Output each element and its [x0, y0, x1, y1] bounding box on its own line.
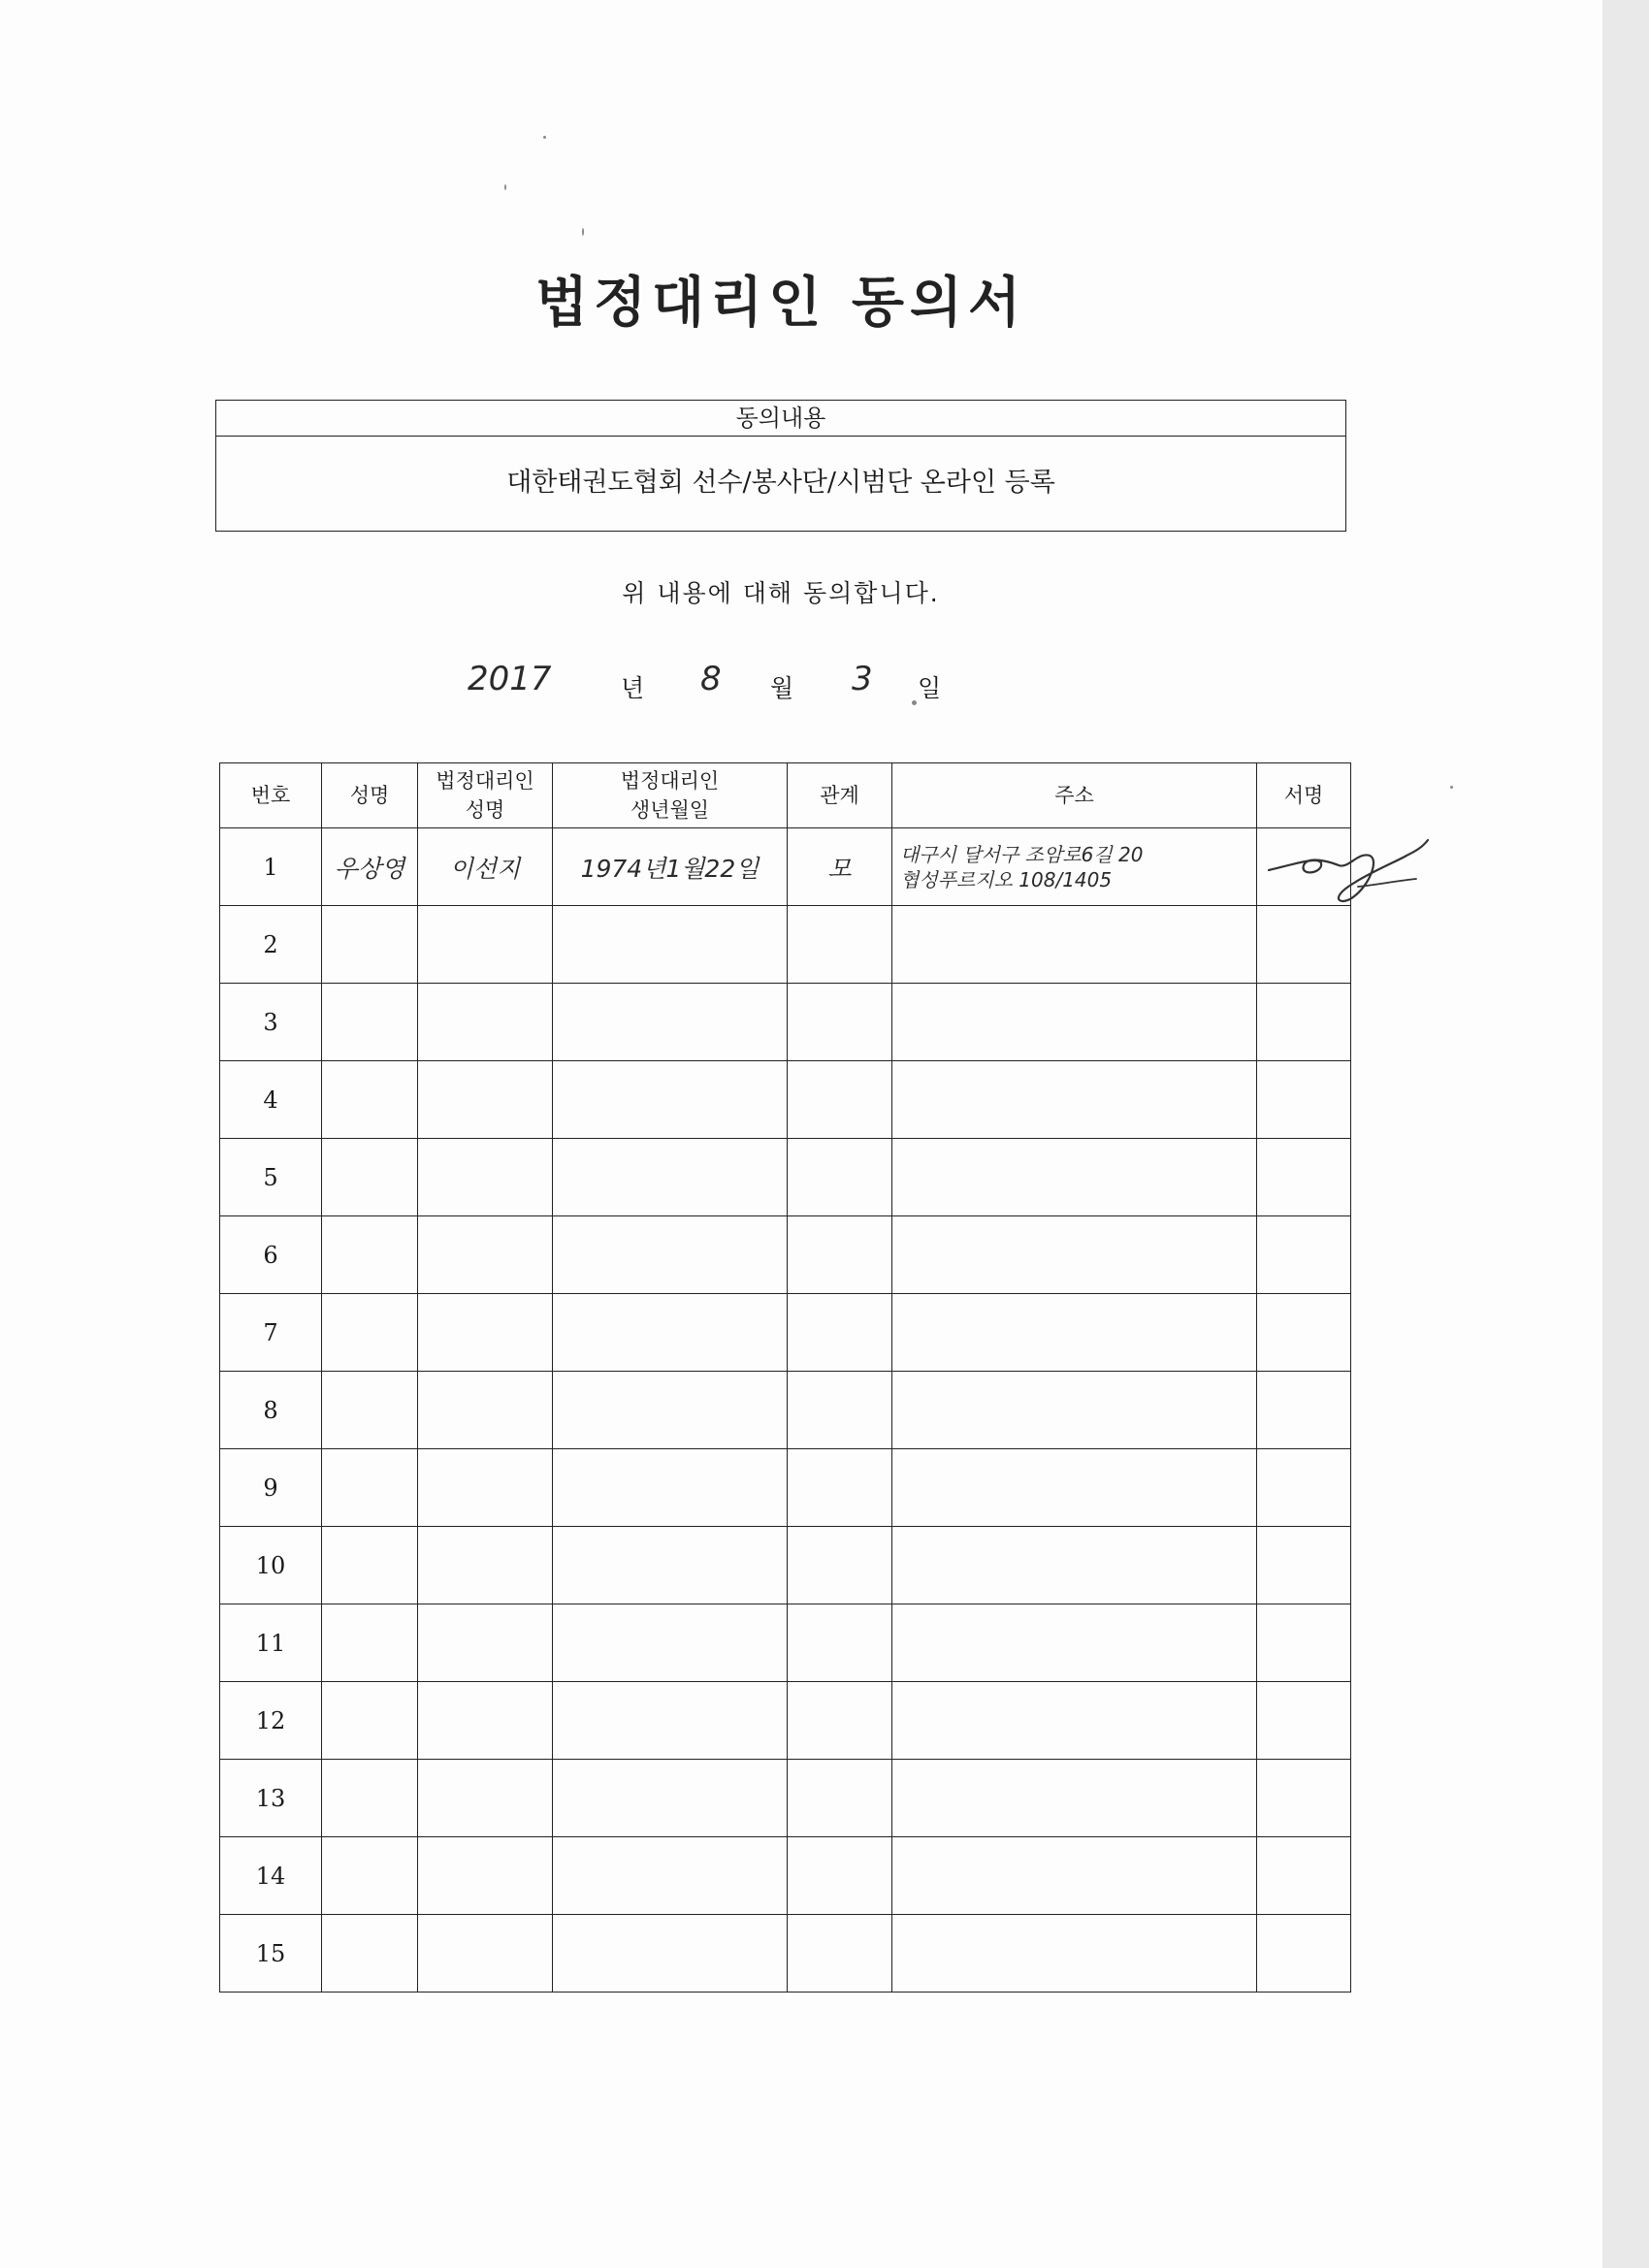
cell-empty	[553, 1449, 788, 1527]
cell-empty	[1257, 1139, 1351, 1216]
cell-empty	[418, 1682, 553, 1760]
cell-empty	[418, 1372, 553, 1449]
date-line	[0, 660, 1562, 708]
cell-empty	[418, 1216, 553, 1294]
cell-empty	[553, 1837, 788, 1915]
cell-empty	[553, 1061, 788, 1139]
cell-no: 3	[220, 984, 322, 1061]
cell-empty	[892, 1449, 1257, 1527]
registration-table	[219, 762, 1351, 1993]
cell-empty	[322, 1449, 418, 1527]
cell-empty	[1257, 1682, 1351, 1760]
cell-empty	[1257, 1061, 1351, 1139]
scan-speck	[543, 136, 546, 139]
table-row	[220, 984, 1351, 1061]
table-row	[220, 1604, 1351, 1682]
cell-empty	[1257, 1837, 1351, 1915]
header-relation: 관계	[788, 763, 892, 828]
handwritten-signature	[1261, 826, 1436, 914]
table-row	[220, 1372, 1351, 1449]
cell-empty	[553, 1682, 788, 1760]
table-row	[220, 1061, 1351, 1139]
cell-empty	[418, 1604, 553, 1682]
cell-empty	[322, 1527, 418, 1604]
cell-empty	[788, 1837, 892, 1915]
cell-empty	[553, 1604, 788, 1682]
cell-no: 9	[220, 1449, 322, 1527]
cell-no: 11	[220, 1604, 322, 1682]
cell-no: 15	[220, 1915, 322, 1993]
cell-empty	[553, 1527, 788, 1604]
cell-empty	[1257, 1372, 1351, 1449]
cell-empty	[418, 1061, 553, 1139]
cell-empty	[892, 1061, 1257, 1139]
header-address: 주소	[892, 763, 1257, 828]
header-no: 번호	[220, 763, 322, 828]
table-row	[220, 1294, 1351, 1372]
table-row	[220, 1837, 1351, 1915]
table-row	[220, 1139, 1351, 1216]
cell-empty	[892, 1139, 1257, 1216]
cell-empty	[322, 984, 418, 1061]
cell-no: 1	[220, 828, 322, 906]
scan-speck	[1450, 786, 1453, 789]
cell-empty	[553, 1294, 788, 1372]
cell-guardian-birth: 1974년1월22일	[553, 828, 788, 906]
cell-empty	[1257, 1604, 1351, 1682]
cell-empty	[553, 1216, 788, 1294]
address-line-1: 대구시 달서구 조암로6길 20	[900, 842, 1144, 866]
cell-empty	[322, 1604, 418, 1682]
cell-no: 7	[220, 1294, 322, 1372]
cell-empty	[322, 1216, 418, 1294]
table-row	[220, 828, 1351, 906]
cell-empty	[553, 1915, 788, 1993]
table-row	[220, 1760, 1351, 1837]
scan-speck	[504, 184, 506, 190]
date-year: 2017	[468, 660, 552, 698]
cell-empty	[1257, 906, 1351, 984]
cell-empty	[892, 1682, 1257, 1760]
cell-empty	[418, 1294, 553, 1372]
cell-empty	[1257, 1294, 1351, 1372]
cell-empty	[788, 1760, 892, 1837]
cell-name: 우상영	[322, 828, 418, 906]
date-day-label: 일	[918, 674, 942, 702]
cell-empty	[788, 1449, 892, 1527]
cell-empty	[1257, 1449, 1351, 1527]
cell-empty	[553, 984, 788, 1061]
cell-empty	[1257, 984, 1351, 1061]
page-edge	[1602, 0, 1649, 2268]
cell-empty	[418, 1837, 553, 1915]
cell-empty	[788, 1061, 892, 1139]
cell-empty	[788, 906, 892, 984]
address-line-2: 협성푸르지오 108/1405	[900, 867, 1113, 891]
cell-empty	[788, 1527, 892, 1604]
cell-empty	[1257, 1216, 1351, 1294]
cell-guardian-name: 이선지	[418, 828, 553, 906]
cell-no: 5	[220, 1139, 322, 1216]
table-row	[220, 1216, 1351, 1294]
agreement-statement: 위 내용에 대해 동의합니다.	[622, 579, 940, 607]
cell-relation: 모	[788, 828, 892, 906]
cell-empty	[418, 1449, 553, 1527]
cell-empty	[892, 1294, 1257, 1372]
scan-speck	[582, 228, 584, 236]
cell-empty	[322, 1061, 418, 1139]
cell-empty	[892, 1604, 1257, 1682]
cell-empty	[322, 1915, 418, 1993]
cell-no: 8	[220, 1372, 322, 1449]
header-guardian-birth: 법정대리인 생년월일	[553, 763, 788, 828]
date-month-label: 월	[770, 674, 794, 702]
cell-empty	[788, 1682, 892, 1760]
table-row	[220, 1449, 1351, 1527]
cell-empty	[418, 1760, 553, 1837]
cell-empty	[418, 1139, 553, 1216]
cell-empty	[892, 1837, 1257, 1915]
cell-empty	[788, 1604, 892, 1682]
cell-empty	[322, 1372, 418, 1449]
cell-empty	[892, 984, 1257, 1061]
cell-empty	[1257, 1760, 1351, 1837]
cell-empty	[1257, 1915, 1351, 1993]
cell-empty	[788, 984, 892, 1061]
cell-empty	[892, 906, 1257, 984]
cell-no: 12	[220, 1682, 322, 1760]
cell-empty	[892, 1915, 1257, 1993]
cell-empty	[788, 1294, 892, 1372]
table-header-row	[220, 763, 1351, 828]
cell-empty	[322, 1139, 418, 1216]
date-month: 8	[700, 660, 722, 698]
cell-address	[892, 828, 1257, 906]
consent-box	[215, 400, 1346, 532]
cell-empty	[1257, 1527, 1351, 1604]
header-signature: 서명	[1257, 763, 1351, 828]
table-row	[220, 1527, 1351, 1604]
table-row	[220, 906, 1351, 984]
cell-no: 2	[220, 906, 322, 984]
cell-empty	[788, 1915, 892, 1993]
cell-empty	[892, 1216, 1257, 1294]
date-year-label: 년	[621, 674, 645, 702]
cell-no: 13	[220, 1760, 322, 1837]
cell-empty	[788, 1139, 892, 1216]
consent-content: 대한태권도협회 선수/봉사단/시범단 온라인 등록	[506, 468, 1055, 498]
cell-no: 4	[220, 1061, 322, 1139]
cell-empty	[322, 1294, 418, 1372]
cell-empty	[418, 984, 553, 1061]
cell-empty	[322, 1837, 418, 1915]
cell-empty	[892, 1372, 1257, 1449]
cell-empty	[418, 906, 553, 984]
cell-empty	[322, 1760, 418, 1837]
cell-empty	[553, 1760, 788, 1837]
header-name: 성명	[322, 763, 418, 828]
cell-empty	[553, 1139, 788, 1216]
header-guardian-name: 법정대리인 성명	[418, 763, 553, 828]
cell-empty	[553, 906, 788, 984]
table-row	[220, 1682, 1351, 1760]
consent-heading: 동의내용	[216, 401, 1345, 437]
cell-empty	[892, 1760, 1257, 1837]
cell-no: 10	[220, 1527, 322, 1604]
cell-empty	[322, 906, 418, 984]
cell-empty	[418, 1915, 553, 1993]
cell-no: 14	[220, 1837, 322, 1915]
cell-empty	[892, 1527, 1257, 1604]
table-row	[220, 1915, 1351, 1993]
cell-empty	[788, 1216, 892, 1294]
page-title: 법정대리인 동의서	[534, 272, 1027, 335]
cell-empty	[322, 1682, 418, 1760]
cell-no: 6	[220, 1216, 322, 1294]
cell-empty	[788, 1372, 892, 1449]
cell-empty	[553, 1372, 788, 1449]
cell-empty	[418, 1527, 553, 1604]
date-day: 3	[852, 660, 873, 698]
